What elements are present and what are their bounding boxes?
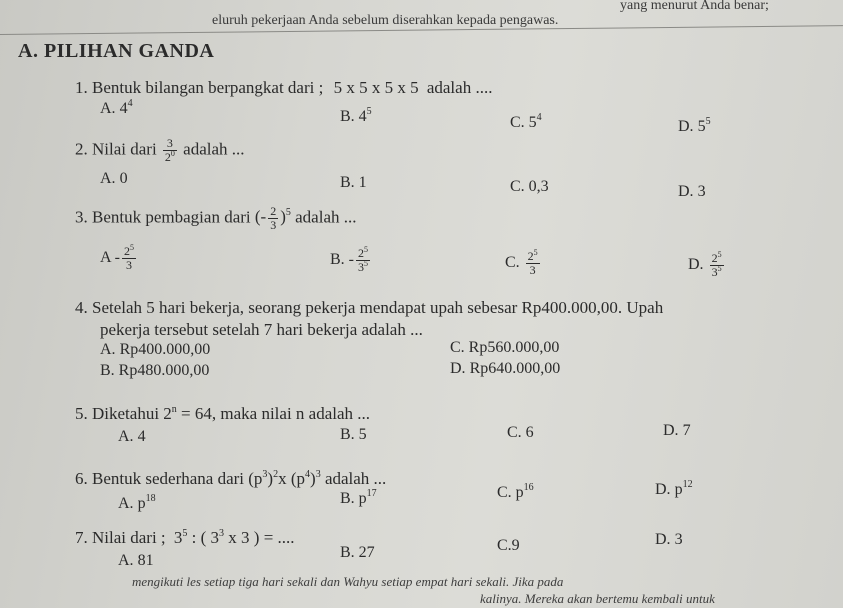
question-4 xyxy=(75,298,663,318)
question-tail: adalah .... xyxy=(426,78,493,97)
question-expression: 5 x 5 x 5 x 5 xyxy=(333,78,419,97)
question-number: 2. xyxy=(75,139,88,159)
question-tail: adalah ... xyxy=(295,207,357,227)
q7-option-a[interactable]: A. 81 xyxy=(118,552,154,569)
q6-option-d[interactable]: D. $p^{12}$ xyxy=(655,479,693,498)
q3-option-d[interactable]: D. $\frac{2^5}{3^5}$ xyxy=(688,250,722,279)
q1-option-b[interactable]: B. $4^5$ xyxy=(340,106,372,125)
question-expression: $(p^3)^2x$ $(p^4)^3$ xyxy=(248,469,321,488)
question-text: Bentuk sederhana dari xyxy=(92,469,244,488)
question-text: Bentuk bilangan berpangkat dari ; xyxy=(92,78,324,97)
q4-option-c[interactable]: C. Rp560.000,00 xyxy=(450,339,560,356)
question-text: Nilai dari ; xyxy=(92,528,166,547)
footer-line-1: mengikuti les setiap tiga hari sekali dan Wahyu setiap empat hari sekali. Jika pada xyxy=(132,574,564,589)
q6-option-a[interactable]: A. $p^{18}$ xyxy=(118,493,156,512)
question-equation: $2^n = 64$ xyxy=(163,404,212,423)
header-line-2: eluruh pekerjaan Anda sebelum diserahkan kepada pengawas. xyxy=(212,13,559,28)
footer-line-2: kalinya. Mereka akan bertemu kembali untuk xyxy=(480,591,715,606)
q5-option-a[interactable]: A. 4 xyxy=(118,428,146,445)
question-number: 4. xyxy=(75,298,88,317)
q1-option-d[interactable]: D. $5^5$ xyxy=(678,116,711,135)
question-tail: adalah ... xyxy=(324,469,387,488)
question-text-line-1: Setelah 5 hari bekerja, seorang pekerja mendapat upah sebesar Rp400.000,00. Upah xyxy=(92,298,664,317)
question-number: 1. xyxy=(75,78,88,97)
question-1 xyxy=(75,78,492,98)
question-7 xyxy=(75,528,295,548)
question-tail: adalah ... xyxy=(183,139,245,159)
section-title: A. PILIHAN GANDA xyxy=(18,40,215,62)
question-text: Bentuk pembagian dari xyxy=(92,207,251,227)
q1-option-c[interactable]: C. $5^4$ xyxy=(510,112,542,131)
header-line-1: yang menurut Anda benar; xyxy=(620,0,769,13)
question-tail: , maka nilai n adalah ... xyxy=(211,404,371,423)
question-fraction: $\frac{3}{2^0}$ xyxy=(164,136,175,164)
q2-option-b[interactable]: B. 1 xyxy=(340,174,367,191)
question-expression: (- $\frac{2}{3}$ )$^5$ xyxy=(254,204,291,232)
question-number: 7. xyxy=(75,528,88,547)
q5-option-c[interactable]: C. 6 xyxy=(507,424,534,441)
q6-option-c[interactable]: C. $p^{16}$ xyxy=(497,482,534,501)
question-5 xyxy=(75,404,370,424)
q4-option-b[interactable]: B. Rp480.000,00 xyxy=(100,362,210,379)
q2-option-c[interactable]: C. 0,3 xyxy=(510,178,549,195)
question-3 xyxy=(75,205,356,232)
question-text: Nilai dari xyxy=(92,139,157,159)
q4-option-d[interactable]: D. Rp640.000,00 xyxy=(450,360,561,377)
q3-option-c[interactable]: C. $\frac{2^5}{3}$ xyxy=(505,248,538,277)
q3-option-b[interactable]: B. - $\frac{2^5}{3^5}$ xyxy=(330,245,368,274)
q7-option-c[interactable]: C.9 xyxy=(497,537,520,554)
q5-option-b[interactable]: B. 5 xyxy=(340,426,367,443)
question-2 xyxy=(75,137,245,164)
question-expression: $3^5$ : ( $3^3$ x 3 ) = .... xyxy=(173,528,295,547)
question-6 xyxy=(75,469,386,489)
question-number: 6. xyxy=(75,469,88,488)
q2-option-d[interactable]: D. 3 xyxy=(678,183,706,200)
q4-option-a[interactable]: A. Rp400.000,00 xyxy=(100,341,211,358)
question-text-line-2: pekerja tersebut setelah 7 hari bekerja adalah ... xyxy=(100,320,423,339)
q3-option-a[interactable]: A - $\frac{2^5}{3}$ xyxy=(100,243,134,272)
q6-option-b[interactable]: B. $p^{17}$ xyxy=(340,488,377,507)
q7-option-b[interactable]: B. 27 xyxy=(340,544,375,561)
q2-option-a[interactable]: A. 0 xyxy=(100,170,128,187)
q1-option-a[interactable]: A. $4^4$ xyxy=(100,98,133,117)
q7-option-d[interactable]: D. 3 xyxy=(655,531,683,548)
question-number: 3. xyxy=(75,207,88,227)
question-text: Diketahui xyxy=(92,404,160,423)
question-number: 5. xyxy=(75,404,88,423)
q5-option-d[interactable]: D. 7 xyxy=(663,422,691,439)
